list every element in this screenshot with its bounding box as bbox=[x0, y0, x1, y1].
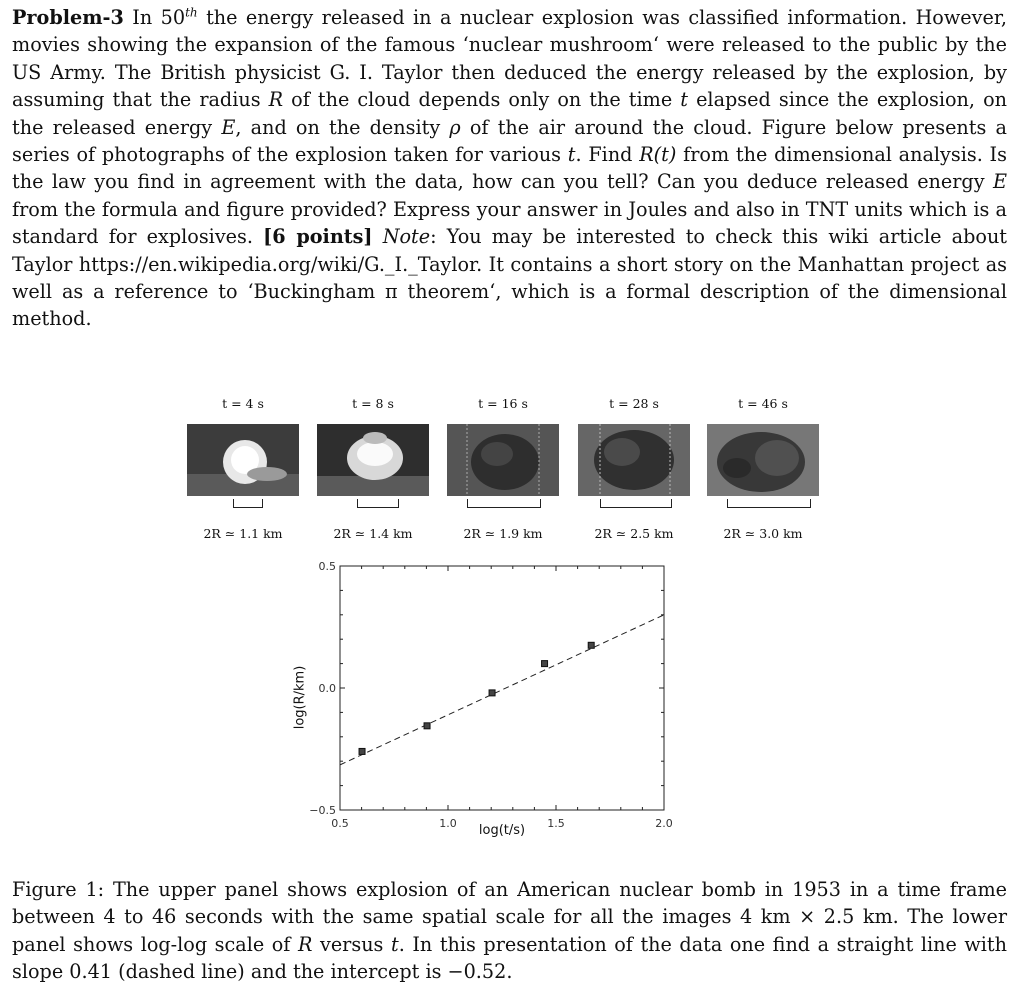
diameter-label: 2R ≃ 1.1 km bbox=[203, 526, 283, 541]
y-tick-label: 0.0 bbox=[318, 682, 336, 695]
points-label: [6 points] bbox=[263, 225, 373, 249]
note-label: Note bbox=[382, 225, 431, 249]
y-tick-label: −0.5 bbox=[309, 804, 336, 817]
problem-text: from the formula and figure provided? Express your answer in Joules and also in TNT units which is a standard for explosives. bbox=[12, 197, 1007, 249]
time-label: t = 16 s bbox=[478, 396, 528, 411]
diameter-label: 2R ≃ 3.0 km bbox=[723, 526, 803, 541]
variable-rho: ρ bbox=[449, 115, 461, 139]
data-point bbox=[588, 642, 594, 648]
fit-line bbox=[340, 615, 664, 765]
data-point bbox=[542, 661, 548, 667]
explosion-photo bbox=[447, 424, 559, 496]
problem-text: elapsed since the explosion, on the released energy bbox=[12, 88, 1007, 139]
problem-text: : You may be interested to check this wiki article about Taylor https://en.wikipedia.org/wiki/G._I._Taylor. It contains a short story on the Manhattan project as well as a reference to ‘Buckingham π theorem‘, which is a formal description of the dimensional method. bbox=[12, 225, 1008, 331]
explosion-photo bbox=[578, 424, 690, 496]
explosion-photo bbox=[317, 424, 429, 496]
time-label: t = 8 s bbox=[352, 396, 394, 411]
variable-R: R bbox=[268, 88, 284, 112]
x-tick-label: 1.5 bbox=[547, 817, 565, 830]
time-label: t = 28 s bbox=[609, 396, 659, 411]
scale-bracket bbox=[233, 499, 263, 508]
time-label: t = 46 s bbox=[738, 396, 788, 411]
figure-caption bbox=[12, 876, 1007, 986]
problem-text: In 50 bbox=[132, 6, 186, 29]
problem-text: . Find bbox=[575, 143, 633, 167]
y-axis-label: log(R/km) bbox=[292, 665, 308, 730]
data-point bbox=[359, 748, 365, 754]
caption-text: . In this presentation of the data one find a straight line with slope 0.41 (dashed line) and the intercept is −0.52. bbox=[12, 932, 1008, 984]
scale-bracket bbox=[727, 499, 811, 508]
x-tick-label: 0.5 bbox=[331, 817, 349, 830]
scale-bracket bbox=[467, 499, 541, 508]
caption-text: versus bbox=[319, 932, 384, 956]
problem-text: of the air around the cloud. Figure below presents a series of photographs of the explosion taken for various bbox=[12, 115, 1007, 167]
superscript-th: th bbox=[185, 5, 198, 20]
diameter-label: 2R ≃ 1.4 km bbox=[333, 526, 413, 541]
y-tick-label: 0.5 bbox=[318, 560, 336, 573]
data-point bbox=[489, 690, 495, 696]
variable-E: E bbox=[221, 115, 236, 139]
loglog-chart bbox=[280, 560, 700, 860]
plot-frame bbox=[340, 566, 664, 810]
variable-t: t bbox=[390, 932, 399, 956]
caption-text: Figure 1: The upper panel shows explosion of an American nuclear bomb in 1953 in a time frame between 4 to 46 seconds with the same spatial scale for all the images 4 km × 2.5 km. The lower panel shows log-log scale of bbox=[12, 878, 1007, 956]
variable-R: R bbox=[297, 932, 313, 956]
x-tick-label: 2.0 bbox=[655, 817, 673, 830]
explosion-photo bbox=[187, 424, 299, 496]
problem-text: of the cloud depends only on the time bbox=[291, 88, 673, 112]
problem-statement bbox=[12, 4, 1007, 333]
problem-heading: Problem-3 bbox=[12, 6, 124, 29]
diameter-label: 2R ≃ 2.5 km bbox=[594, 526, 674, 541]
explosion-photo bbox=[707, 424, 819, 496]
x-axis-label: log(t/s) bbox=[478, 823, 526, 838]
variable-E: E bbox=[992, 170, 1007, 194]
problem-text: , and on the density bbox=[235, 115, 441, 139]
variable-t: t bbox=[680, 88, 688, 112]
problem-text: from the dimensional analysis. Is the law you find in agreement with the data, how can you tell? Can you deduce released energy bbox=[12, 143, 1007, 194]
variable-t: t bbox=[567, 143, 576, 167]
x-tick-label: 1.0 bbox=[439, 817, 457, 830]
scale-bracket bbox=[357, 499, 399, 508]
time-label: t = 4 s bbox=[222, 396, 264, 411]
data-point bbox=[424, 723, 430, 729]
problem-text: the energy released in a nuclear explosion was classified information. However, movies showing the expansion of the famous ‘nuclear mushroom‘ were released to the public by the US Army. The British physicist G. I. Taylor then deduced the energy released by the explosion, by assuming that the radius bbox=[12, 6, 1007, 112]
variable-Rt: R(t) bbox=[639, 143, 677, 167]
scale-bracket bbox=[600, 499, 672, 508]
diameter-label: 2R ≃ 1.9 km bbox=[463, 526, 543, 541]
